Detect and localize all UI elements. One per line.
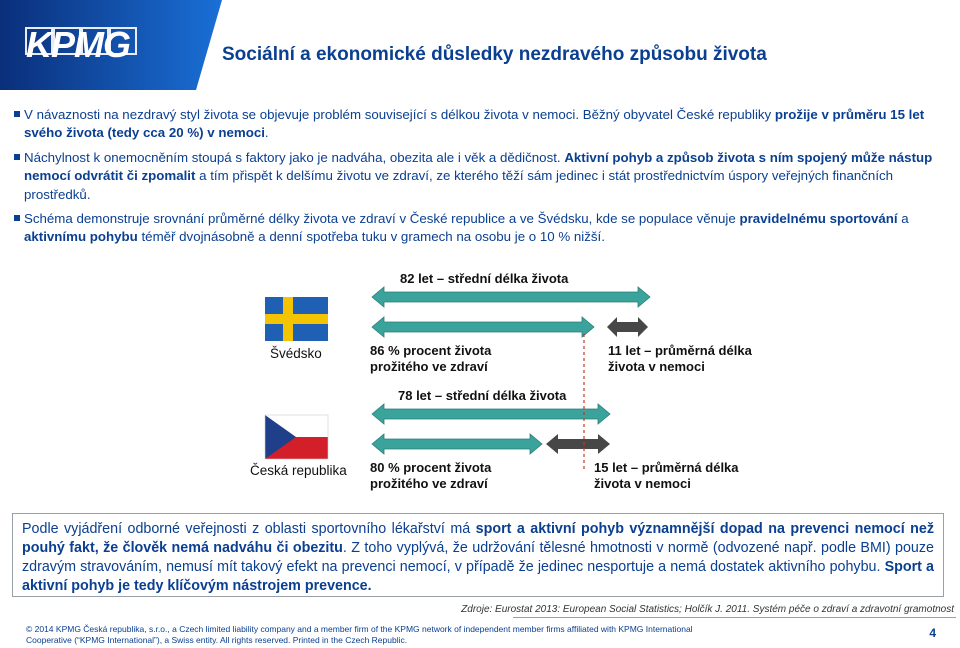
source-divider bbox=[513, 617, 956, 618]
bullet-item: Náchylnost k onemocněním stoupá s faktory jako je nadváha, obezita ale i věk a dědičnost. Aktivní pohyb a způsob života s ním spojený může nástup nemocí odvrátit či zpomalit a tím přispět k delšímu životu ve zdraví, ze kterého těží sám jedinec i stát prostřednictvím úspory veřejných finančních prostředků. bbox=[14, 149, 944, 204]
page-number: 4 bbox=[929, 626, 936, 640]
footer bbox=[26, 624, 693, 646]
czech-healthy-arrow bbox=[372, 434, 542, 454]
czech-sick-label: 15 let – průměrná délka života v nemoci bbox=[594, 460, 739, 491]
sweden-country-label: Švédsko bbox=[270, 346, 322, 361]
czech-country-label: Česká republika bbox=[250, 463, 347, 478]
czech-flag-icon bbox=[265, 415, 328, 459]
czech-total-arrow bbox=[372, 404, 610, 424]
sweden-flag-icon bbox=[265, 297, 328, 341]
sweden-sick-label: 11 let – průměrná délka života v nemoci bbox=[608, 343, 752, 374]
kpmg-logo: KPMG bbox=[26, 24, 130, 65]
czech-healthy-label: 80 % procent života prožitého ve zdraví bbox=[370, 460, 492, 491]
bullet-item: Schéma demonstruje srovnání průměrné délky života ve zdraví v České republice a ve Švédsku, kde se populace věnuje pravidelnému sportování a aktivnímu pohybu téměř dvojnásobně a denní spotřeba tuku v gramech na osobu je o 10 % nižší. bbox=[14, 210, 944, 247]
sweden-healthy-label: 86 % procent života prožitého ve zdraví bbox=[370, 343, 492, 374]
sweden-total-label: 82 let – střední délka života bbox=[400, 271, 569, 286]
sweden-total-arrow bbox=[372, 287, 650, 307]
footer-line-2: Cooperative (“KPMG International”), a Swiss entity. All rights reserved. Printed in the Czech Republic. bbox=[26, 635, 408, 645]
sweden-healthy-arrow bbox=[372, 317, 594, 337]
sweden-sick-arrow bbox=[607, 317, 648, 337]
info-box: Podle vyjádření odborné veřejnosti z oblasti sportovního lékařství má sport a aktivní pohyb významnější dopad na prevenci nemocí než pouhý fakt, že člověk nemá nadváhu či obezitu. Z toho vyplývá, že udržování tělesné hmotnosti v normě (odvozené např. podle BMI) pouze zdravým stravováním, nemusí mít takový efekt na prevenci nemocí, v případě že jedinec nesportuje a nemá dostatek aktivního pohybu. Sport a aktivní pohyb je tedy klíčovým nástrojem prevence. bbox=[12, 513, 944, 597]
bullet-item: V návaznosti na nezdravý styl života se objevuje problém související s délkou života v nemoci. Běžný obyvatel České republiky prožije v průměru 15 let svého života (tedy cca 20 %) v nemoci. bbox=[14, 106, 944, 143]
footer-line-1: © 2014 KPMG Česká republika, s.r.o., a Czech limited liability company and a member firm of the KPMG network of independent member firms affiliated with KPMG International bbox=[26, 624, 693, 634]
czech-total-label: 78 let – střední délka života bbox=[398, 388, 567, 403]
page-title: Sociální a ekonomické důsledky nezdravého způsobu života bbox=[222, 44, 767, 65]
czech-sick-arrow bbox=[546, 434, 610, 454]
source-note: Zdroje: Eurostat 2013: European Social Statistics; Holčík J. 2011. Systém péče o zdraví a zdravotní gramotnost bbox=[461, 604, 954, 615]
